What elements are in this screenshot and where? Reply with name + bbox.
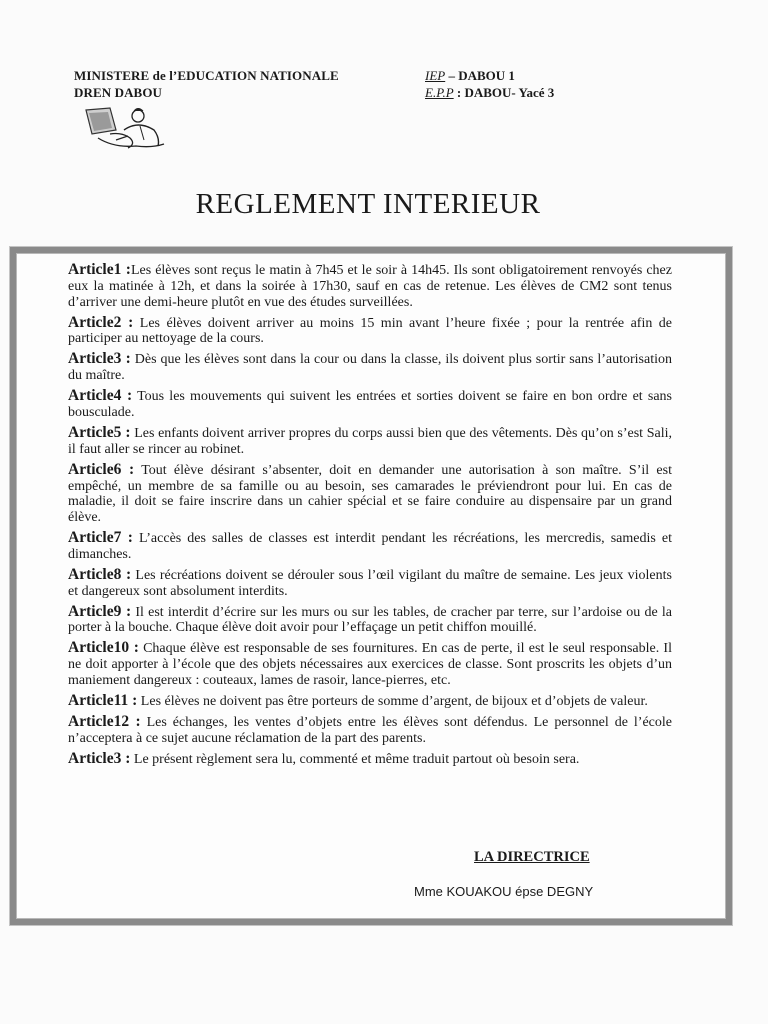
article-item <box>68 693 672 710</box>
epp-label: E.P.P <box>425 85 454 100</box>
article-item <box>68 425 672 458</box>
ministry-logo-icon <box>80 104 172 154</box>
article-text: Chaque élève est responsable de ses fournitures. En cas de perte, il est le seul responsable. Il ne doit apporter à l’école que des objets nécessaires aux exercices de classe. Sont proscrits les objets d’un maniement dangereux : couteaux, lames de rasoir, lance-pierres, etc. <box>68 641 672 689</box>
article-item <box>68 714 672 747</box>
article-item <box>68 315 672 348</box>
epp-value: : DABOU- Yacé 3 <box>453 85 555 100</box>
article-text: Les élèves sont reçus le matin à 7h45 et le soir à 14h45. Ils sont obligatoirement renvoyés chez eux la matinée à 12h, et dans la soirée à 17h30, sauf en cas de retenue. Les élèves de CM2 sont tenus d’arriver une demi-heure plutôt en vue des études surveillées. <box>68 263 672 310</box>
signatory-title: LA DIRECTRICE <box>474 849 590 865</box>
article-item <box>68 351 672 384</box>
article-text: Les élèves doivent arriver au moins 15 min avant l’heure fixée ; pour la rentrée afin de participer au nettoyage de la cours. <box>68 315 672 347</box>
article-text: Il est interdit d’écrire sur les murs ou sur les tables, de cracher par terre, sur l’ardoise ou de la porter à la bouche. Chaque élève doit avoir pour l’effaçage un petit chiffon mouillé. <box>68 604 672 636</box>
article-item <box>68 604 672 637</box>
article-text: Les récréations doivent se dérouler sous l’œil vigilant du maître de semaine. Les jeux violents et dangereux sont absolument interdits. <box>68 567 672 599</box>
article-item <box>68 567 672 600</box>
article-text: Les échanges, les ventes d’objets entre les élèves sont défendus. Le personnel de l’école n’acceptera à ce sujet aucune réclamation de la part des parents. <box>68 714 672 746</box>
article-text: Dès que les élèves sont dans la cour ou dans la classe, ils doivent plus sortir sans l’autorisation du maître. <box>68 352 672 384</box>
article-label: Article3 : <box>68 350 131 368</box>
article-text: L’accès des salles de classes est interdit pendant les récréations, les mercredis, samedis et dimanches. <box>68 531 672 562</box>
article-label: Article2 : <box>68 313 134 331</box>
dren-name: DREN DABOU <box>74 85 163 100</box>
article-label: Article9 : <box>68 602 132 620</box>
article-label: Article3 : <box>68 749 131 767</box>
article-text: Les enfants doivent arriver propres du corps aussi bien que des vêtements. Dès qu’on s’est Sali, il faut aller se rincer au robinet. <box>68 425 672 457</box>
article-item <box>68 388 672 421</box>
article-item <box>68 530 672 563</box>
article-label: Article8 : <box>68 565 132 583</box>
article-label: Article10 : <box>68 639 139 657</box>
articles-list <box>68 262 672 772</box>
signatory-name: Mme KOUAKOU épse DEGNY <box>414 884 594 899</box>
article-text: Les élèves ne doivent pas être porteurs de somme d’argent, de bijoux et d’objets de valeur. <box>137 694 648 709</box>
article-label: Article6 : <box>68 460 135 478</box>
article-item <box>68 751 672 768</box>
article-label: Article1 : <box>68 261 131 278</box>
article-text: Tout élève désirant s’absenter, doit en demander une autorisation à son maître. S’il est empêché, un membre de sa famille ou au besoin, ses camarades le préviendront pour lui. En cas de maladie, il doit se faire inscrire dans un cahier spécial et se faire conduire au dispensaire par un grand élève. <box>68 462 672 526</box>
article-text: Tous les mouvements qui suivent les entrées et sorties doivent se faire en bon ordre et sans bousculade. <box>68 389 672 420</box>
article-label: Article12 : <box>68 712 141 730</box>
ministry-header <box>74 67 339 101</box>
article-label: Article7 : <box>68 529 133 547</box>
article-label: Article5 : <box>68 423 131 441</box>
iep-value: – DABOU 1 <box>445 68 515 83</box>
school-header <box>425 67 554 101</box>
article-label: Article11 : <box>68 692 138 709</box>
iep-line <box>425 67 554 84</box>
iep-label: IEP <box>425 68 446 83</box>
ministry-name: MINISTERE de l’EDUCATION NATIONALE <box>74 68 339 83</box>
article-text: Le présent règlement sera lu, commenté et même traduit partout où besoin sera. <box>130 751 580 767</box>
article-item <box>68 262 672 310</box>
epp-line <box>425 84 554 101</box>
article-item <box>68 640 672 688</box>
document-title: REGLEMENT INTERIEUR <box>195 188 541 220</box>
article-item <box>68 462 672 526</box>
article-label: Article4 : <box>68 387 133 405</box>
